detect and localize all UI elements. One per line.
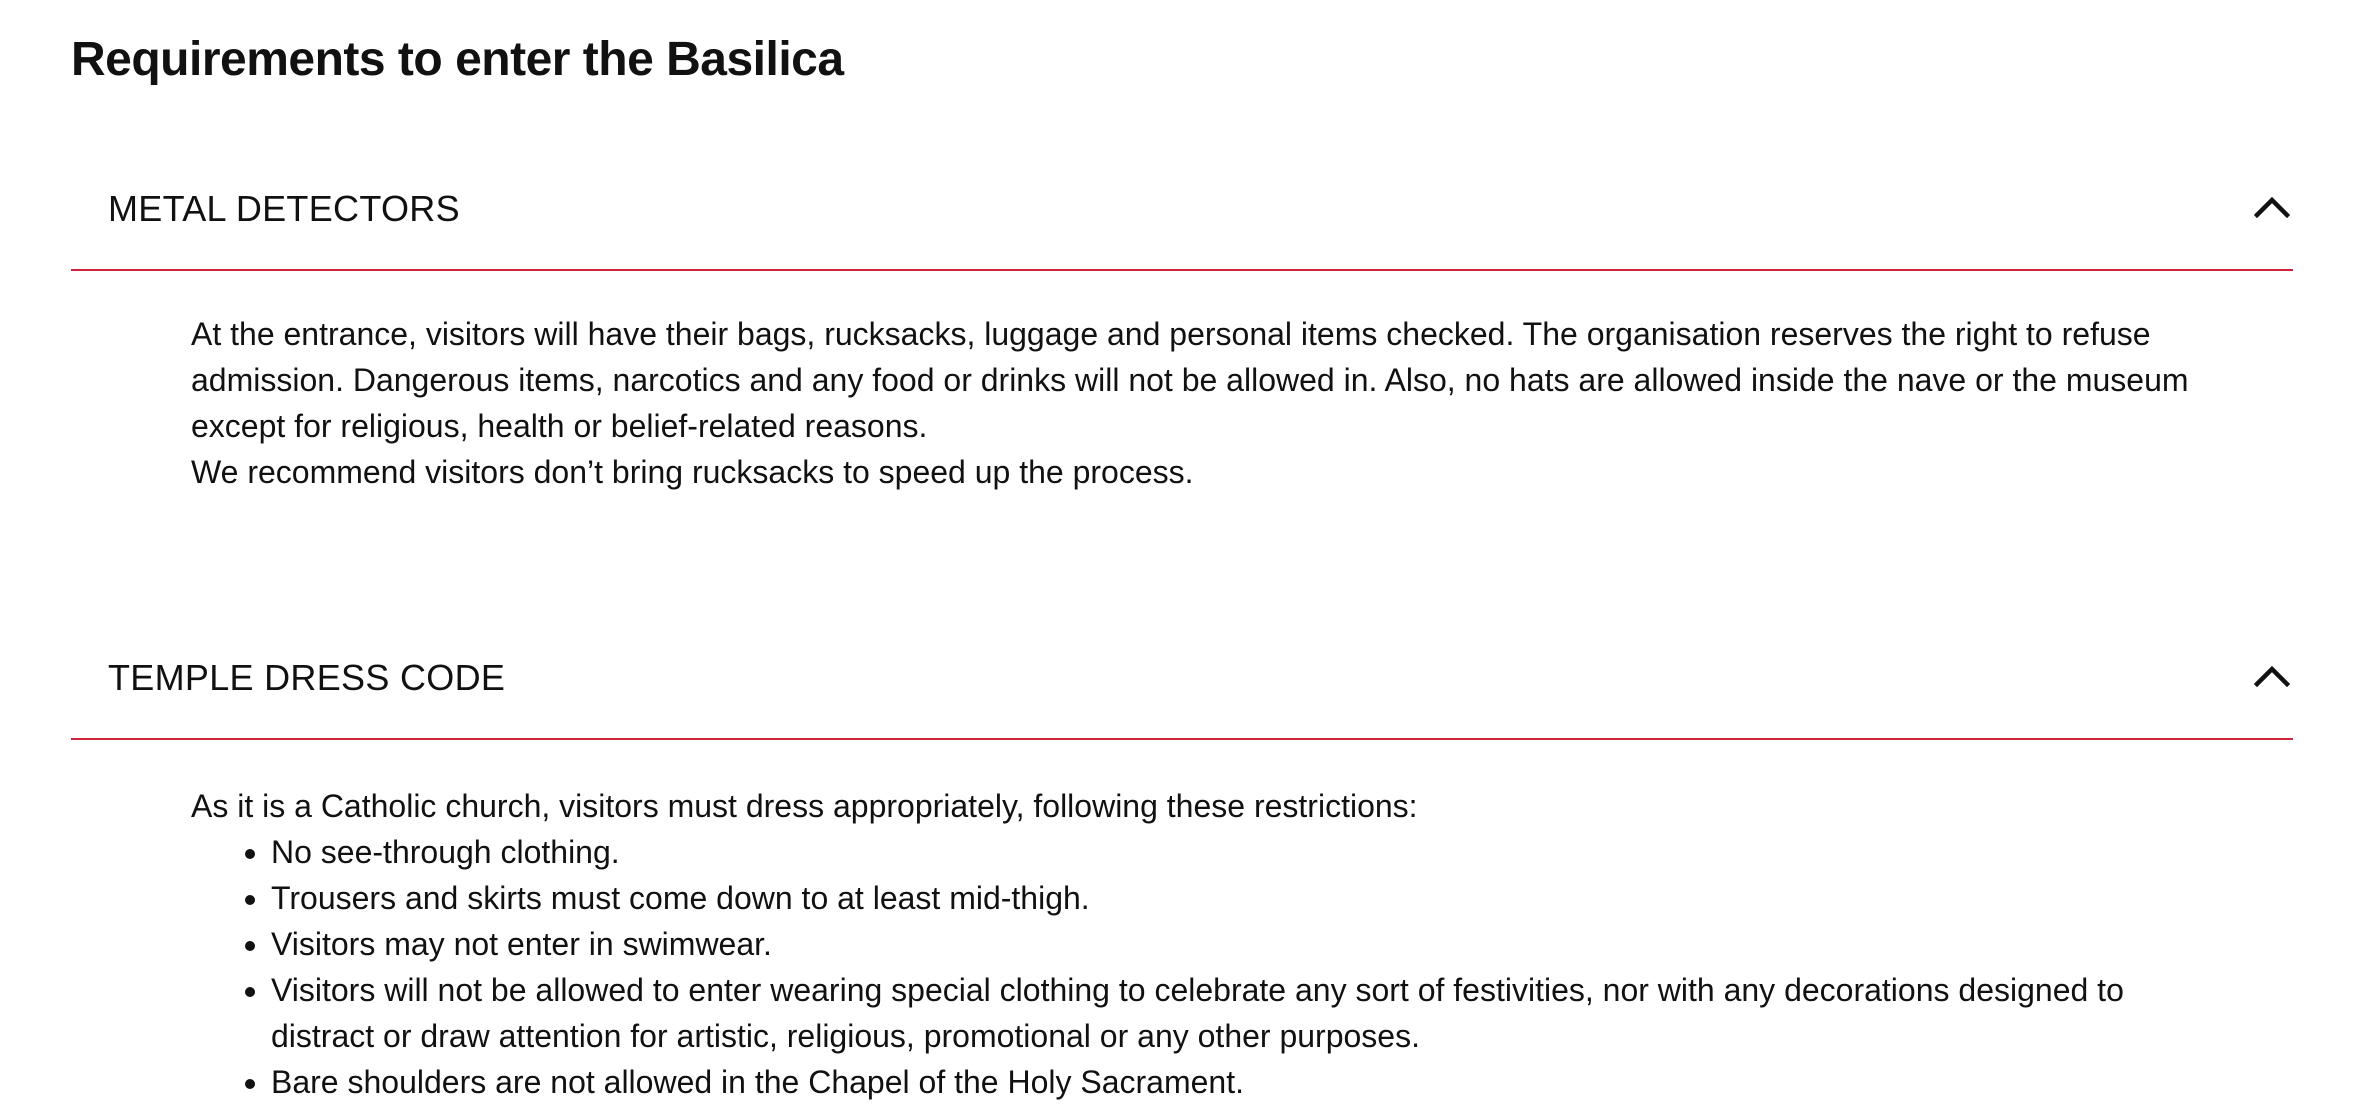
chevron-up-icon[interactable] (2251, 655, 2293, 697)
list-item: • Visitors may not enter in swimwear. (271, 921, 2233, 967)
accordion-title: METAL DETECTORS (108, 188, 460, 229)
panel-paragraph: We recommend visitors don’t bring rucksacks to speed up the process. (191, 454, 1194, 490)
panel-paragraph: At the entrance, visitors will have their bags, rucksacks, luggage and personal items checked. The organisation reserves the right to refuse admission. Dangerous items, narcotics and any food or drinks will not be allowed in. Also, no hats are allowed inside the nave or the museum except for religious, health or belief-related reasons. (191, 316, 2189, 444)
restrictions-list (191, 829, 2233, 1105)
accordion-header-metal-detectors[interactable] (71, 148, 2293, 271)
list-item: • No see-through clothing. (271, 829, 2233, 875)
accordion-panel-temple-dress-code (71, 740, 2293, 1105)
list-item: • Bare shoulders are not allowed in the Chapel of the Holy Sacrament. (271, 1059, 2233, 1105)
accordion-header-temple-dress-code[interactable] (71, 617, 2293, 740)
accordion-panel-metal-detectors (71, 271, 2293, 617)
list-item: • Visitors will not be allowed to enter wearing special clothing to celebrate any sort of festivities, nor with any decorations designed to distract or draw attention for artistic, religious, promotional or any other purposes. (271, 967, 2233, 1059)
page-title: Requirements to enter the Basilica (71, 33, 844, 86)
chevron-up-icon[interactable] (2251, 186, 2293, 228)
accordion (71, 148, 2293, 1105)
list-item: • Trousers and skirts must come down to at least mid-thigh. (271, 875, 2233, 921)
panel-intro: As it is a Catholic church, visitors must dress appropriately, following these restrictions: (191, 788, 1418, 824)
accordion-title: TEMPLE DRESS CODE (108, 657, 506, 698)
